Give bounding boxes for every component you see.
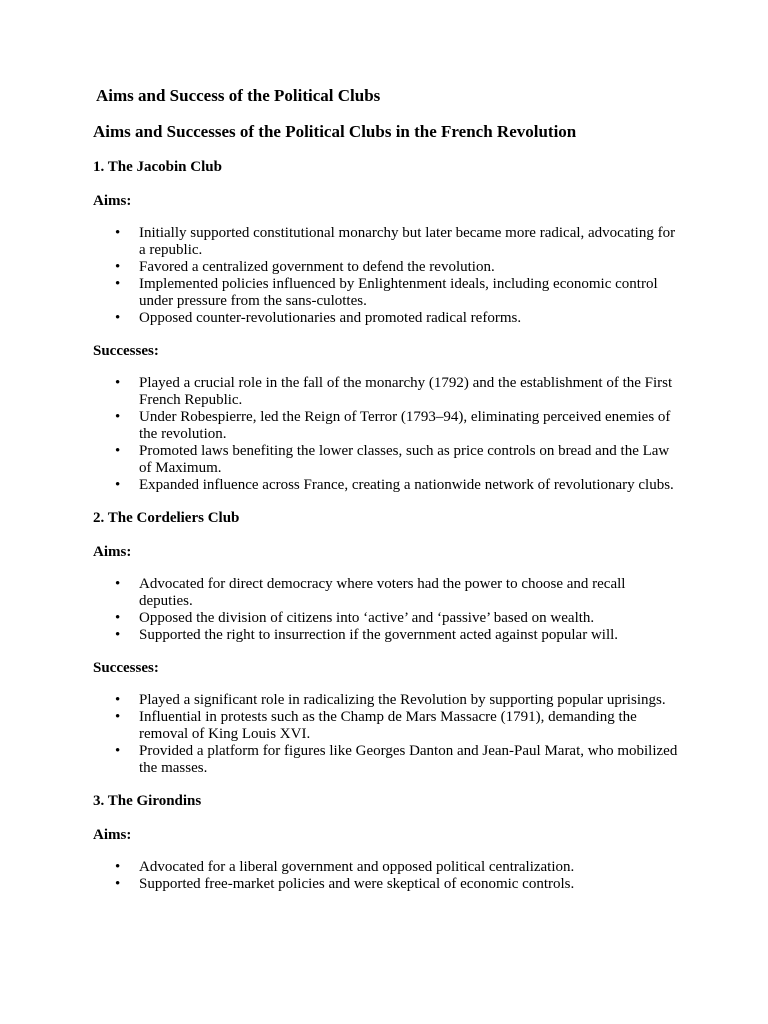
list-item <box>93 225 679 259</box>
list-item-text: Implemented policies influenced by Enlightenment ideals, including economic control under pressure from the sans-culottes. <box>139 276 658 309</box>
aims-label: Aims: <box>93 827 132 843</box>
list-item-text: Under Robespierre, led the Reign of Terror (1793–94), eliminating perceived enemies of the revolution. <box>139 409 671 442</box>
successes-list <box>93 375 693 494</box>
list-item <box>93 692 679 709</box>
section-heading: 1. The Jacobin Club <box>93 159 222 175</box>
aims-list <box>93 225 693 327</box>
successes-label: Successes: <box>93 660 159 676</box>
list-item-text: Supported the right to insurrection if the government acted against popular will. <box>139 627 619 643</box>
section-jacobin-club <box>93 157 693 494</box>
list-item-text: Provided a platform for figures like Georges Danton and Jean-Paul Marat, who mobilized the masses. <box>139 743 678 776</box>
list-item <box>93 743 679 777</box>
bullet-icon: • <box>115 576 121 592</box>
bullet-icon: • <box>115 225 121 241</box>
bullet-icon: • <box>115 375 121 391</box>
section-girondins <box>93 791 693 893</box>
list-item <box>93 576 679 610</box>
list-item <box>93 443 679 477</box>
list-item-text: Played a significant role in radicalizing the Revolution by supporting popular uprisings. <box>139 692 666 708</box>
document-title: Aims and Success of the Political Clubs <box>96 86 381 105</box>
list-item <box>93 610 679 627</box>
list-item <box>93 310 679 327</box>
aims-label: Aims: <box>93 193 132 209</box>
aims-list <box>93 859 693 893</box>
list-item <box>93 375 679 409</box>
list-item-text: Opposed counter-revolutionaries and promoted radical reforms. <box>139 310 522 326</box>
successes-list <box>93 692 693 777</box>
list-item <box>93 276 679 310</box>
list-item-text: Expanded influence across France, creating a nationwide network of revolutionary clubs. <box>139 477 674 493</box>
list-item-text: Advocated for direct democracy where voters had the power to choose and recall deputies. <box>139 576 626 609</box>
bullet-icon: • <box>115 259 121 275</box>
list-item <box>93 477 679 494</box>
bullet-icon: • <box>115 610 121 626</box>
list-item <box>93 409 679 443</box>
bullet-icon: • <box>115 876 121 892</box>
list-item-text: Favored a centralized government to defend the revolution. <box>139 259 495 275</box>
bullet-icon: • <box>115 310 121 326</box>
aims-list <box>93 576 693 644</box>
list-item <box>93 259 679 276</box>
bullet-icon: • <box>115 276 121 292</box>
document-subtitle: Aims and Successes of the Political Clubs in the French Revolution <box>93 122 577 141</box>
section-cordeliers-club <box>93 508 693 777</box>
aims-label: Aims: <box>93 544 132 560</box>
list-item-text: Promoted laws benefiting the lower classes, such as price controls on bread and the Law of Maximum. <box>139 443 670 476</box>
bullet-icon: • <box>115 859 121 875</box>
bullet-icon: • <box>115 709 121 725</box>
bullet-icon: • <box>115 743 121 759</box>
list-item-text: Initially supported constitutional monarchy but later became more radical, advocating for a republic. <box>139 225 676 258</box>
section-heading: 2. The Cordeliers Club <box>93 510 240 526</box>
list-item-text: Advocated for a liberal government and opposed political centralization. <box>139 859 575 875</box>
bullet-icon: • <box>115 627 121 643</box>
list-item <box>93 627 679 644</box>
bullet-icon: • <box>115 692 121 708</box>
list-item-text: Influential in protests such as the Champ de Mars Massacre (1791), demanding the removal of King Louis XVI. <box>139 709 637 742</box>
list-item <box>93 876 679 893</box>
list-item <box>93 709 679 743</box>
list-item-text: Supported free-market policies and were skeptical of economic controls. <box>139 876 575 892</box>
list-item-text: Opposed the division of citizens into ‘active’ and ‘passive’ based on wealth. <box>139 610 595 626</box>
list-item <box>93 859 679 876</box>
bullet-icon: • <box>115 443 121 459</box>
bullet-icon: • <box>115 409 121 425</box>
bullet-icon: • <box>115 477 121 493</box>
section-heading: 3. The Girondins <box>93 793 202 809</box>
successes-label: Successes: <box>93 343 159 359</box>
list-item-text: Played a crucial role in the fall of the monarchy (1792) and the establishment of the First French Republic. <box>139 375 673 408</box>
document-body <box>93 157 693 907</box>
